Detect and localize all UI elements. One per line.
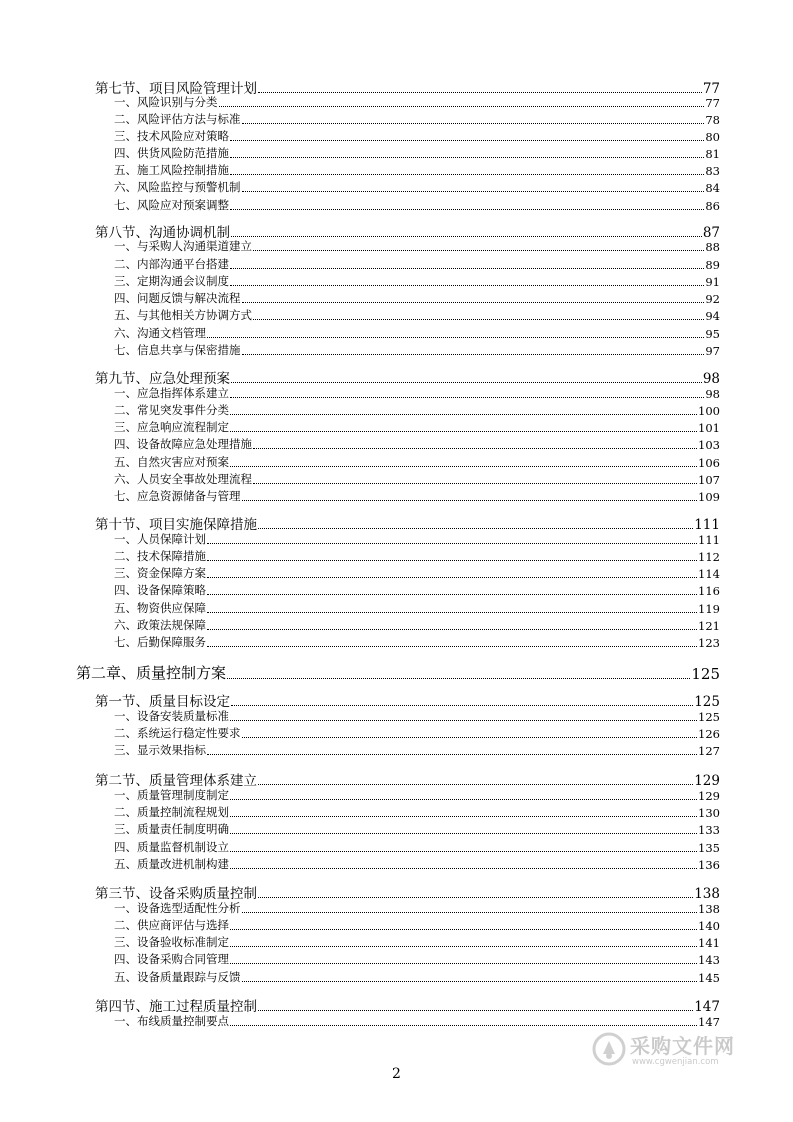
toc-entry-page: 129 (698, 789, 720, 803)
toc-entry[interactable] (114, 402, 720, 418)
toc-dot-leader (242, 301, 705, 303)
toc-entry[interactable] (114, 111, 720, 127)
toc-entry-label: 六、沟通文档管理 (114, 326, 206, 340)
toc-entry-page: 87 (702, 225, 720, 241)
toc-entry-page: 89 (705, 258, 720, 272)
toc-entry-label: 七、风险应对预案调整 (114, 198, 229, 212)
toc-entry-page: 136 (698, 858, 720, 872)
toc-entry-label: 六、风险监控与预警机制 (114, 180, 241, 194)
toc-dot-leader (207, 336, 704, 338)
toc-entry-label: 第七节、项目风险管理计划 (95, 81, 257, 97)
toc-entry-page: 83 (705, 164, 720, 178)
toc-entry[interactable] (95, 690, 720, 710)
toc-entry-page: 80 (705, 130, 720, 144)
toc-entry-label: 第三节、设备采购质量控制 (95, 886, 257, 902)
toc-entry-page: 121 (698, 619, 720, 633)
toc-entry-label: 一、布线质量控制要点 (114, 1014, 229, 1028)
toc-entry-page: 111 (698, 533, 720, 547)
toc-entry[interactable] (95, 882, 720, 902)
toc-dot-leader (242, 980, 698, 982)
toc-dot-leader (253, 318, 704, 320)
toc-dot-leader (258, 527, 693, 529)
toc-entry-label: 一、与采购人沟通渠道建立 (114, 239, 252, 253)
toc-entry-label: 二、内部沟通平台搭建 (114, 257, 229, 271)
toc-dot-leader (230, 267, 704, 269)
toc-entry[interactable] (114, 290, 720, 306)
toc-dot-leader (258, 1009, 693, 1011)
toc-entry-page: 78 (705, 113, 720, 127)
toc-dot-leader (207, 593, 697, 595)
toc-entry-label: 第四节、施工过程质量控制 (95, 999, 257, 1015)
toc-entry-page: 106 (698, 456, 720, 470)
toc-dot-leader (230, 815, 697, 817)
toc-entry-label: 一、风险识别与分类 (114, 95, 218, 109)
toc-entry-page: 77 (705, 96, 720, 110)
toc-dot-leader (227, 677, 690, 679)
toc-entry[interactable] (114, 1013, 720, 1029)
toc-dot-leader (258, 783, 693, 785)
toc-dot-leader (207, 753, 697, 755)
toc-entry-label: 第十节、项目实施保障措施 (95, 517, 257, 533)
toc-entry-page: 125 (698, 710, 720, 724)
toc-entry-page: 109 (698, 490, 720, 504)
toc-entry-page: 114 (698, 567, 720, 581)
toc-entry[interactable] (114, 238, 720, 254)
toc-entry-page: 107 (698, 473, 720, 487)
toc-entry-page: 98 (705, 387, 720, 401)
toc-entry-label: 七、应急资源储备与管理 (114, 489, 241, 503)
toc-entry[interactable] (114, 419, 720, 435)
toc-entry-label: 四、设备故障应急处理措施 (114, 437, 252, 451)
toc-entry-label: 四、设备保障策略 (114, 583, 206, 597)
toc-entry-page: 101 (698, 421, 720, 435)
toc-dot-leader (231, 381, 702, 383)
toc-entry-label: 二、质量控制流程规划 (114, 805, 229, 819)
toc-entry-page: 125 (694, 694, 720, 710)
toc-dot-leader (230, 832, 697, 834)
toc-entry-label: 二、技术保障措施 (114, 549, 206, 563)
toc-entry-page: 147 (698, 1015, 720, 1029)
toc-entry-page: 94 (705, 309, 720, 323)
toc-entry[interactable] (114, 436, 720, 452)
toc-entry[interactable] (114, 951, 720, 967)
toc-entry-page: 98 (702, 371, 720, 387)
toc-entry[interactable] (114, 617, 720, 633)
toc-entry-label: 七、后勤保障服务 (114, 635, 206, 649)
toc-entry[interactable] (114, 969, 720, 985)
toc-dot-leader (230, 850, 697, 852)
toc-entry-label: 五、施工风险控制措施 (114, 163, 229, 177)
toc-entry-label: 一、质量管理制度制定 (114, 788, 229, 802)
toc-entry[interactable] (114, 531, 720, 547)
toc-entry-page: 140 (698, 919, 720, 933)
toc-entry-label: 五、设备质量跟踪与反馈 (114, 970, 241, 984)
toc-entry-page: 86 (705, 199, 720, 213)
toc-entry[interactable] (114, 128, 720, 144)
toc-entry-page: 130 (698, 806, 720, 820)
toc-dot-leader (242, 736, 698, 738)
toc-entry-label: 四、质量监督机制设立 (114, 840, 229, 854)
watermark (592, 1030, 752, 1074)
toc-dot-leader (230, 962, 697, 964)
toc-entry-label: 三、资金保障方案 (114, 566, 206, 580)
toc-entry[interactable] (114, 273, 720, 289)
toc-entry-label: 四、问题反馈与解决流程 (114, 291, 241, 305)
toc-entry[interactable] (114, 917, 720, 933)
toc-entry-page: 125 (691, 665, 720, 683)
toc-dot-leader (230, 139, 704, 141)
toc-dot-leader (230, 430, 697, 432)
toc-entry-page: 91 (705, 275, 720, 289)
toc-entry-label: 七、信息共享与保密措施 (114, 343, 241, 357)
toc-dot-leader (231, 704, 693, 706)
toc-entry[interactable] (114, 934, 720, 950)
toc-entry-page: 119 (698, 602, 720, 616)
toc-entry-label: 第二章、质量控制方案 (76, 664, 227, 682)
toc-dot-leader (207, 559, 697, 561)
cgwenjian-logo-icon (592, 1032, 626, 1066)
toc-dot-leader (207, 542, 697, 544)
toc-entry-page: 135 (698, 841, 720, 855)
toc-entry[interactable] (114, 600, 720, 616)
toc-entry-page: 111 (694, 517, 720, 533)
toc-entry-label: 五、质量改进机制构建 (114, 857, 229, 871)
toc-entry[interactable] (95, 769, 720, 789)
toc-entry-page: 123 (698, 636, 720, 650)
toc-entry[interactable] (76, 662, 720, 683)
toc-dot-leader (230, 928, 697, 930)
toc-dot-leader (258, 91, 702, 93)
toc-entry-page: 95 (705, 327, 720, 341)
toc-dot-leader (207, 645, 697, 647)
toc-entry-page: 103 (698, 438, 720, 452)
toc-dot-leader (242, 499, 698, 501)
toc-entry[interactable] (95, 995, 720, 1015)
page-number: 2 (392, 1066, 401, 1082)
toc-entry-page: 77 (702, 81, 720, 97)
toc-dot-leader (230, 719, 697, 721)
toc-dot-leader (207, 576, 697, 578)
toc-entry[interactable] (114, 162, 720, 178)
toc-entry-page: 138 (694, 886, 720, 902)
toc-entry[interactable] (114, 821, 720, 837)
toc-entry-page: 100 (698, 404, 720, 418)
toc-dot-leader (242, 122, 705, 124)
toc-dot-leader (230, 465, 697, 467)
toc-entry-label: 三、定期沟通会议制度 (114, 274, 229, 288)
toc-entry-label: 一、设备安装质量标准 (114, 709, 229, 723)
toc-entry[interactable] (114, 804, 720, 820)
toc-entry[interactable] (114, 582, 720, 598)
toc-entry-label: 四、供货风险防范措施 (114, 146, 229, 160)
toc-entry-page: 145 (698, 971, 720, 985)
toc-dot-leader (219, 105, 705, 107)
toc-entry-page: 112 (698, 550, 720, 564)
toc-entry-label: 二、风险评估方法与标准 (114, 112, 241, 126)
toc-entry-page: 126 (698, 727, 720, 741)
toc-entry[interactable] (114, 145, 720, 161)
toc-entry-page: 138 (698, 902, 720, 916)
toc-entry[interactable] (114, 634, 720, 650)
toc-dot-leader (253, 447, 697, 449)
toc-dot-leader (242, 353, 705, 355)
toc-dot-leader (230, 173, 704, 175)
toc-entry-label: 四、设备采购合同管理 (114, 952, 229, 966)
toc-entry-page: 141 (698, 936, 720, 950)
toc-dot-leader (231, 235, 702, 237)
toc-dot-leader (242, 911, 698, 913)
toc-entry-page: 97 (705, 344, 720, 358)
toc-entry[interactable] (114, 900, 720, 916)
toc-dot-leader (207, 628, 697, 630)
toc-entry[interactable] (114, 325, 720, 341)
toc-entry[interactable] (114, 488, 720, 504)
toc-entry[interactable] (114, 725, 720, 741)
toc-entry-label: 三、质量责任制度明确 (114, 822, 229, 836)
toc-dot-leader (258, 896, 693, 898)
toc-entry[interactable] (114, 565, 720, 581)
toc-entry-page: 143 (698, 953, 720, 967)
toc-entry-label: 二、供应商评估与选择 (114, 918, 229, 932)
toc-entry-label: 第八节、沟通协调机制 (95, 225, 230, 241)
toc-entry-label: 一、人员保障计划 (114, 532, 206, 546)
toc-entry-label: 三、显示效果指标 (114, 743, 206, 757)
toc-entry[interactable] (95, 513, 720, 533)
toc-entry[interactable] (114, 787, 720, 803)
toc-dot-leader (230, 284, 704, 286)
watermark-url: www.cgwenjian.com (632, 1057, 719, 1067)
toc-entry[interactable] (114, 548, 720, 564)
toc-entry-label: 三、应急响应流程制定 (114, 420, 229, 434)
toc-entry-label: 五、自然灾害应对预案 (114, 455, 229, 469)
toc-entry-page: 84 (705, 181, 720, 195)
toc-entry-label: 六、人员安全事故处理流程 (114, 472, 252, 486)
toc-dot-leader (253, 249, 704, 251)
toc-entry[interactable] (95, 367, 720, 387)
toc-dot-leader (230, 208, 704, 210)
toc-entry-page: 88 (705, 240, 720, 254)
toc-entry-label: 三、设备验收标准制定 (114, 935, 229, 949)
toc-entry-page: 127 (698, 744, 720, 758)
toc-entry-page: 81 (705, 147, 720, 161)
toc-entry-label: 二、常见突发事件分类 (114, 403, 229, 417)
toc-entry-label: 第九节、应急处理预案 (95, 371, 230, 387)
toc-dot-leader (230, 1024, 697, 1026)
toc-entry[interactable] (114, 471, 720, 487)
toc-entry-label: 五、物资供应保障 (114, 601, 206, 615)
toc-dot-leader (230, 156, 704, 158)
toc-entry[interactable] (114, 708, 720, 724)
toc-dot-leader (230, 945, 697, 947)
toc-entry-page: 133 (698, 823, 720, 837)
toc-entry[interactable] (114, 197, 720, 213)
toc-dot-leader (230, 867, 697, 869)
toc-dot-leader (253, 482, 697, 484)
toc-entry[interactable] (114, 179, 720, 195)
toc-dot-leader (242, 190, 705, 192)
toc-entry[interactable] (114, 454, 720, 470)
toc-entry-page: 92 (705, 292, 720, 306)
toc-entry-page: 116 (698, 584, 720, 598)
toc-dot-leader (230, 798, 697, 800)
watermark-title: 采购文件网 (630, 1034, 735, 1058)
toc-entry-label: 六、政策法规保障 (114, 618, 206, 632)
toc-entry-page: 147 (694, 999, 720, 1015)
toc-entry-label: 一、应急指挥体系建立 (114, 386, 229, 400)
toc-entry-label: 第一节、质量目标设定 (95, 694, 230, 710)
toc-entry-label: 第二节、质量管理体系建立 (95, 773, 257, 789)
toc-dot-leader (230, 413, 697, 415)
toc-dot-leader (207, 611, 697, 613)
toc-entry-label: 三、技术风险应对策略 (114, 129, 229, 143)
toc-dot-leader (230, 396, 704, 398)
toc-entry[interactable] (114, 307, 720, 323)
toc-entry-label: 五、与其他相关方协调方式 (114, 308, 252, 322)
toc-entry[interactable] (114, 385, 720, 401)
toc-entry[interactable] (114, 256, 720, 272)
toc-entry[interactable] (114, 94, 720, 110)
toc-entry[interactable] (114, 342, 720, 358)
toc-entry[interactable] (114, 856, 720, 872)
toc-entry[interactable] (114, 839, 720, 855)
toc-entry-label: 二、系统运行稳定性要求 (114, 726, 241, 740)
toc-entry-label: 一、设备选型适配性分析 (114, 901, 241, 915)
toc-entry[interactable] (114, 742, 720, 758)
toc-entry-page: 129 (694, 773, 720, 789)
